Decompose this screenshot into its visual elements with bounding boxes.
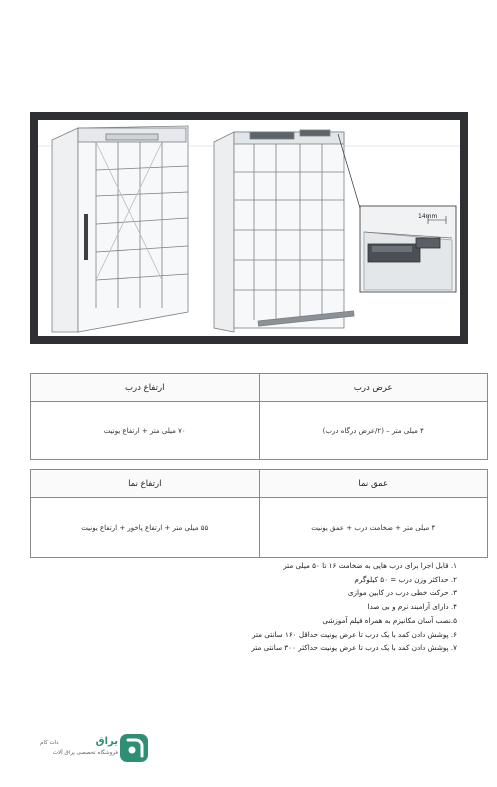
detail-dimension-label: 14mm (418, 213, 438, 220)
door-width-header: عرض درب (259, 374, 488, 402)
list-item: ۱. قابل اجرا برای درب هایی به ضخامت ۱۶ تا ۵۰ میلی متر (283, 561, 457, 570)
door-dimensions-table (30, 373, 488, 460)
brand-name: یراق (95, 736, 118, 747)
middle-wardrobe (214, 130, 354, 332)
brand-logo (40, 734, 150, 766)
brand-tagline: فروشگاه تخصصی یراق آلات (52, 750, 118, 756)
product-illustration (38, 120, 460, 336)
facade-dimensions-table (30, 469, 488, 558)
facade-height-header: ارتفاع نما (31, 470, 260, 498)
left-wardrobe (52, 126, 188, 332)
list-item: ۵.نصب آسان مکانیزم به همراه فیلم آموزشی (322, 615, 457, 625)
facade-depth-formula: ۴ میلی متر + ضخامت درب + عمق یونیت (259, 498, 488, 558)
facade-depth-header: عمق نما (259, 470, 488, 498)
facade-height-formula: ۵۵ میلی متر + ارتفاع پاخور + ارتفاع یونیت (31, 498, 260, 558)
product-illustration-frame (30, 112, 468, 344)
mechanism-detail (360, 206, 456, 292)
features-list (17, 559, 457, 655)
brand-domain: دات کام (40, 740, 59, 746)
list-item: ۷. پوشش دادن کمد با یک درب تا عرض یونیت حداکثر ۳۰۰ سانتی متر (251, 643, 457, 653)
wardrobe-drawing (38, 120, 460, 336)
list-item: ۴. دارای آرامبند نرم و بی صدا (367, 602, 457, 612)
door-height-header: ارتفاع درب (31, 374, 260, 402)
brand-mark-icon (120, 734, 148, 762)
list-item: ۳. حرکت خطی درب در کابین موازی (347, 588, 457, 598)
door-width-formula: ۴ میلی متر – (۲/عرض درگاه درب) (259, 402, 488, 460)
list-item: ۲. حداکثر وزن درب = ۵۰ کیلوگرم (354, 574, 457, 584)
list-item: ۶. پوشش دادن کمد با یک درب تا عرض یونیت حداقل ۱۶۰ سانتی متر (252, 629, 457, 639)
door-height-formula: ۷۰ میلی متر + ارتفاع یونیت (31, 402, 260, 460)
